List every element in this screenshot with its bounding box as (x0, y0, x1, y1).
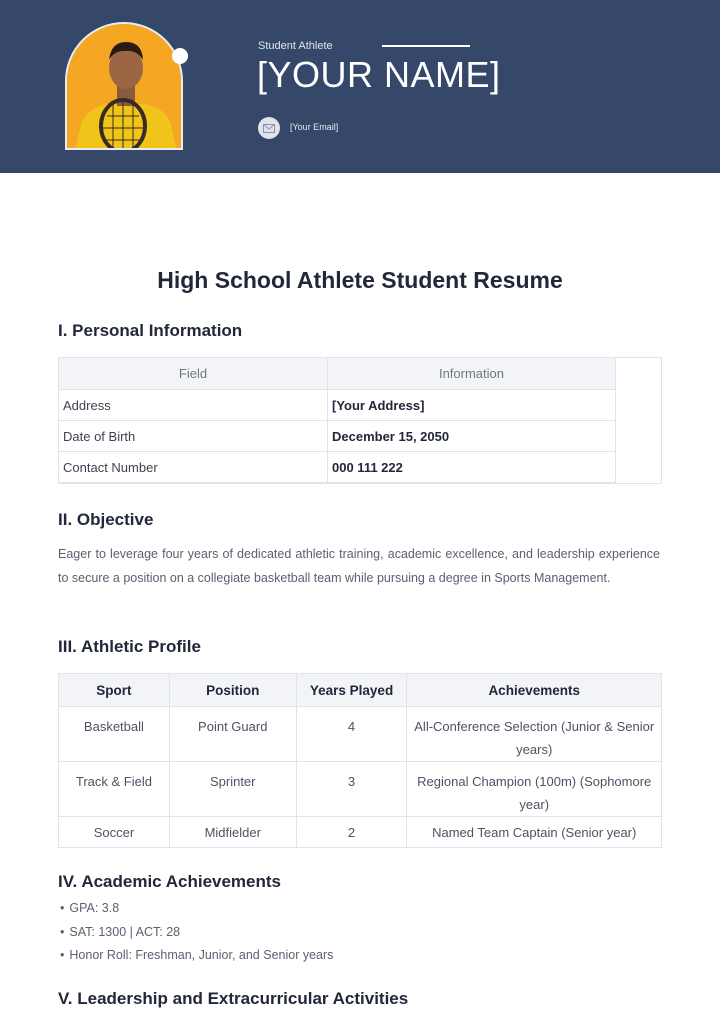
section-heading-athletic-profile: III. Athletic Profile (58, 637, 201, 656)
personal-info-table (58, 357, 616, 483)
achievements-cell: All-Conference Selection (Junior & Senior years) (407, 707, 662, 762)
table-row (59, 452, 616, 483)
column-header: Field (59, 358, 328, 390)
table-row (59, 421, 616, 452)
table-row (59, 817, 662, 848)
achievements-cell: Regional Champion (100m) (Sophomore year) (407, 762, 662, 817)
years-cell: 3 (296, 762, 407, 817)
years-cell: 4 (296, 707, 407, 762)
column-header: Information (328, 358, 616, 390)
position-cell: Point Guard (169, 707, 296, 762)
table-row (59, 762, 662, 817)
field-cell: Contact Number (59, 452, 328, 483)
email-text[interactable]: [Your Email] (290, 122, 339, 132)
table-row (59, 707, 662, 762)
document-title: High School Athlete Student Resume (157, 267, 563, 293)
athletic-profile-table (58, 673, 662, 848)
table-header-row (59, 674, 662, 707)
name-title: [YOUR NAME] (257, 54, 501, 95)
value-cell: [Your Address] (328, 390, 616, 421)
years-cell: 2 (296, 817, 407, 848)
objective-text: Eager to leverage four years of dedicated athletic training, academic excellence, and leadership experience to secure a position on a collegiate basketball team while pursuing a degree in Sports Management. (58, 547, 660, 585)
list-item: • GPA: 3.8 (60, 897, 333, 921)
section-heading-leadership: V. Leadership and Extracurricular Activities (58, 989, 409, 1008)
column-header: Achievements (407, 674, 662, 707)
sport-cell: Basketball (59, 707, 170, 762)
profile-photo (65, 22, 183, 150)
table-row (59, 390, 616, 421)
section-heading-personal-info: I. Personal Information (58, 321, 243, 340)
decorative-dot (172, 48, 188, 64)
list-item: • SAT: 1300 | ACT: 28 (60, 921, 333, 945)
personal-info-table-wrapper (58, 357, 662, 484)
column-header: Sport (59, 674, 170, 707)
name-divider (382, 45, 470, 47)
field-cell: Address (59, 390, 328, 421)
value-cell: December 15, 2050 (328, 421, 616, 452)
academic-list (60, 897, 333, 968)
column-header: Years Played (296, 674, 407, 707)
table-header-row (59, 358, 616, 390)
position-cell: Midfielder (169, 817, 296, 848)
athlete-photo-illustration (67, 24, 183, 150)
list-item: • Honor Roll: Freshman, Junior, and Senior years (60, 944, 333, 968)
position-cell: Sprinter (169, 762, 296, 817)
email-icon (258, 117, 280, 139)
header-banner (0, 0, 720, 173)
role-label: Student Athlete (258, 40, 333, 52)
field-cell: Date of Birth (59, 421, 328, 452)
column-header: Position (169, 674, 296, 707)
sport-cell: Track & Field (59, 762, 170, 817)
section-heading-objective: II. Objective (58, 510, 154, 529)
sport-cell: Soccer (59, 817, 170, 848)
section-heading-academic: IV. Academic Achievements (58, 872, 282, 891)
value-cell: 000 111 222 (328, 452, 616, 483)
achievements-cell: Named Team Captain (Senior year) (407, 817, 662, 848)
